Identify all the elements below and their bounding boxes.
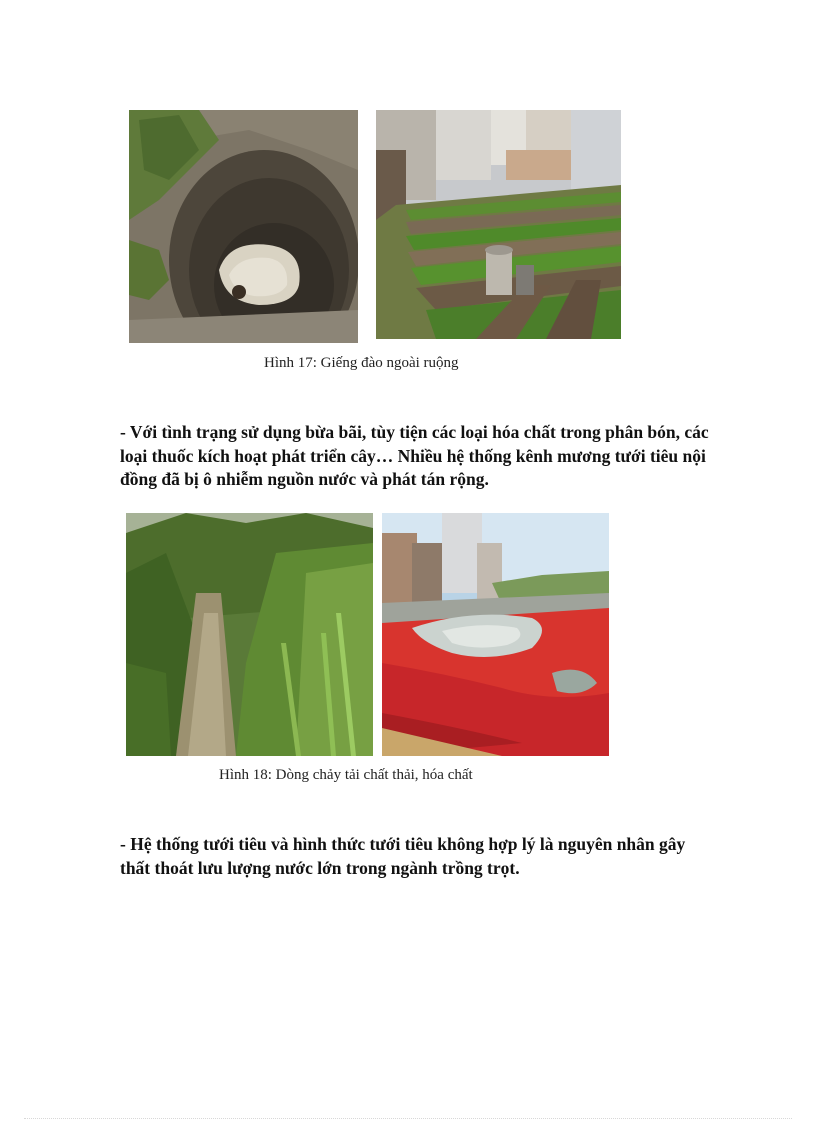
figure-18-caption: Hình 18: Dòng chảy tải chất thải, hóa chất [219,767,473,783]
vegetable-field-photo [376,110,621,339]
drainage-canal-photo [126,513,373,756]
paragraph-line: thất thoát lưu lượng nước lớn trong ngành trồng trọt. [120,857,520,878]
paragraph-irrigation-loss [120,833,700,880]
paragraph-chemical-pollution [120,421,709,492]
paragraph-line: loại thuốc kích hoạt phát triển cây… Nhiều hệ thống kênh mương tưới tiêu nội [120,445,706,466]
polluted-red-river-photo [382,513,609,756]
paragraph-line: - Với tình trạng sử dụng bừa bãi, tùy tiện các loại hóa chất trong phân bón, các [120,422,709,442]
figure-17-caption: Hình 17: Giếng đào ngoài ruộng [264,355,459,371]
page-bottom-divider [24,1118,792,1119]
paragraph-line: - Hệ thống tưới tiêu và hình thức tưới tiêu không hợp lý là nguyên nhân gây [120,834,686,854]
paragraph-line: đồng đã bị ô nhiễm nguồn nước và phát tán rộng. [120,469,489,489]
dug-well-photo [129,110,358,343]
